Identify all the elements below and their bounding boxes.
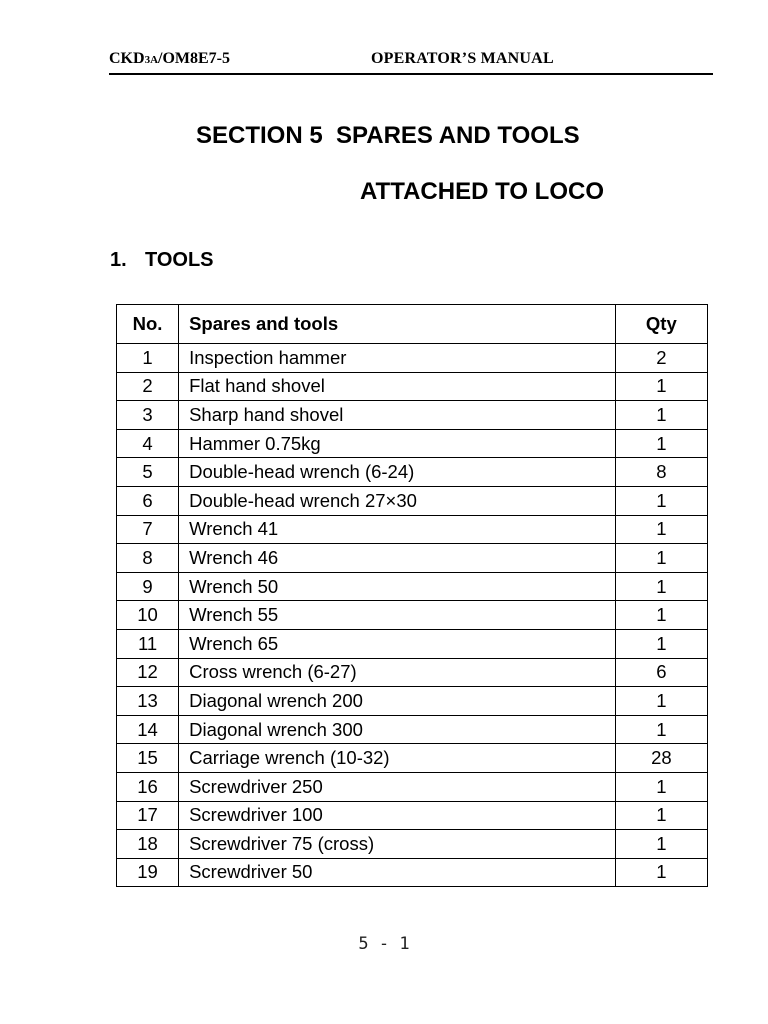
cell-no: 14 <box>117 715 179 744</box>
table-row <box>117 486 708 515</box>
cell-no: 3 <box>117 401 179 430</box>
cell-qty: 28 <box>615 744 707 773</box>
cell-qty: 1 <box>615 572 707 601</box>
header-no: No. <box>117 305 179 344</box>
table-row <box>117 629 708 658</box>
doc-code-suffix: /OM8E7-5 <box>158 50 231 67</box>
table-row <box>117 801 708 830</box>
cell-name: Cross wrench (6-27) <box>179 658 616 687</box>
cell-qty: 1 <box>615 486 707 515</box>
cell-qty: 1 <box>615 801 707 830</box>
table-row <box>117 544 708 573</box>
cell-qty: 1 <box>615 515 707 544</box>
cell-qty: 1 <box>615 772 707 801</box>
table-row <box>117 658 708 687</box>
cell-qty: 1 <box>615 715 707 744</box>
cell-name: Wrench 46 <box>179 544 616 573</box>
cell-name: Hammer 0.75kg <box>179 429 616 458</box>
document-code <box>109 50 230 68</box>
cell-name: Double-head wrench 27×30 <box>179 486 616 515</box>
table-row <box>117 429 708 458</box>
cell-qty: 6 <box>615 658 707 687</box>
page-header <box>109 50 713 75</box>
table-row <box>117 772 708 801</box>
section-title-text: SECTION 5 SPARES AND TOOLS <box>196 122 580 149</box>
cell-name: Inspection hammer <box>179 344 616 373</box>
cell-no: 5 <box>117 458 179 487</box>
subsection-label: TOOLS <box>145 249 214 271</box>
cell-no: 8 <box>117 544 179 573</box>
cell-no: 2 <box>117 372 179 401</box>
cell-name: Screwdriver 75 (cross) <box>179 830 616 859</box>
cell-no: 12 <box>117 658 179 687</box>
cell-name: Double-head wrench (6-24) <box>179 458 616 487</box>
cell-no: 13 <box>117 687 179 716</box>
header-name: Spares and tools <box>179 305 616 344</box>
cell-no: 9 <box>117 572 179 601</box>
cell-qty: 1 <box>615 687 707 716</box>
cell-qty: 1 <box>615 858 707 887</box>
cell-name: Diagonal wrench 200 <box>179 687 616 716</box>
subsection-number: 1. <box>110 249 127 271</box>
table-row <box>117 572 708 601</box>
cell-name: Wrench 55 <box>179 601 616 630</box>
cell-qty: 1 <box>615 601 707 630</box>
header-qty: Qty <box>615 305 707 344</box>
cell-no: 4 <box>117 429 179 458</box>
cell-name: Screwdriver 50 <box>179 858 616 887</box>
table-row <box>117 687 708 716</box>
table-row <box>117 715 708 744</box>
cell-qty: 1 <box>615 429 707 458</box>
table-row <box>117 858 708 887</box>
cell-name: Screwdriver 250 <box>179 772 616 801</box>
cell-no: 7 <box>117 515 179 544</box>
cell-no: 16 <box>117 772 179 801</box>
cell-qty: 1 <box>615 544 707 573</box>
cell-no: 1 <box>117 344 179 373</box>
cell-name: Sharp hand shovel <box>179 401 616 430</box>
cell-no: 10 <box>117 601 179 630</box>
cell-no: 19 <box>117 858 179 887</box>
section-title-text-2: ATTACHED TO LOCO <box>360 178 604 205</box>
cell-no: 11 <box>117 629 179 658</box>
cell-qty: 1 <box>615 629 707 658</box>
table-row <box>117 372 708 401</box>
page-number: 5 - 1 <box>358 934 410 954</box>
doc-code-prefix: CKD <box>109 50 145 67</box>
table-row <box>117 458 708 487</box>
table-row <box>117 744 708 773</box>
cell-name: Wrench 50 <box>179 572 616 601</box>
cell-name: Carriage wrench (10-32) <box>179 744 616 773</box>
cell-name: Flat hand shovel <box>179 372 616 401</box>
cell-name: Screwdriver 100 <box>179 801 616 830</box>
table-row <box>117 601 708 630</box>
cell-no: 18 <box>117 830 179 859</box>
cell-no: 17 <box>117 801 179 830</box>
cell-name: Wrench 41 <box>179 515 616 544</box>
table-row <box>117 401 708 430</box>
table-row <box>117 344 708 373</box>
subsection-heading <box>110 249 214 272</box>
cell-qty: 1 <box>615 401 707 430</box>
manual-title: OPERATOR’S MANUAL <box>371 50 554 67</box>
cell-name: Wrench 65 <box>179 629 616 658</box>
table-header-row <box>117 305 708 344</box>
cell-qty: 1 <box>615 372 707 401</box>
cell-name: Diagonal wrench 300 <box>179 715 616 744</box>
table-row <box>117 515 708 544</box>
cell-no: 15 <box>117 744 179 773</box>
tools-table <box>116 304 708 887</box>
cell-qty: 1 <box>615 830 707 859</box>
cell-no: 6 <box>117 486 179 515</box>
doc-code-small: 3A <box>144 54 159 66</box>
table-row <box>117 830 708 859</box>
table-body <box>117 344 708 887</box>
cell-qty: 8 <box>615 458 707 487</box>
cell-qty: 2 <box>615 344 707 373</box>
